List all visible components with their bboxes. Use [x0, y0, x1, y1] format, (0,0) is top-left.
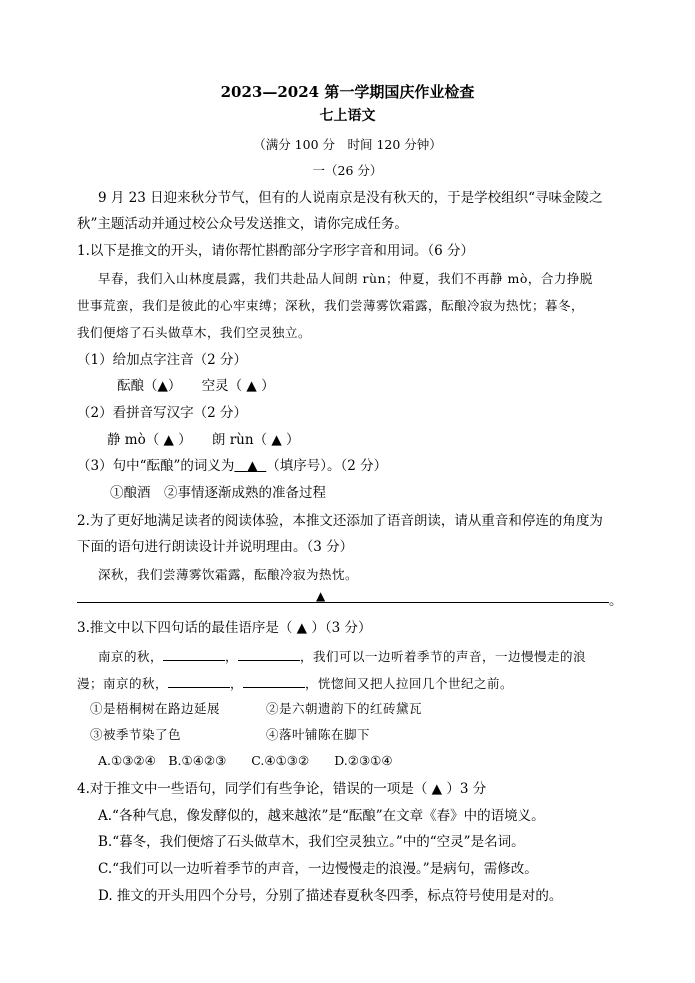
q2-answer-triangle: ▲	[316, 589, 326, 603]
answer-triangle: ▲	[247, 458, 258, 474]
q3-blank-4[interactable]	[243, 673, 305, 688]
exam-subtitle: 七上语文	[319, 108, 376, 124]
q3-text: ，恍惚间又把人拉回几个世纪之前。	[305, 676, 514, 691]
intro-line-1: 9 月 23 日迎来秋分节气，但有的人说南京是没有秋天的，于是学校组织“寻味金陵之	[98, 190, 603, 206]
q3-choices: A.①③②④ B.①④②③ C.④①③② D.②③①④	[98, 753, 393, 768]
q1-sub1-items: 酝酿（▲） 空灵（ ▲ ）	[117, 378, 275, 394]
q2-end-mark: 。	[609, 593, 623, 609]
section-heading: 一（26 分）	[312, 163, 383, 178]
q4-stem: 4.对于推文中一些语句，同学们有些争论，错误的一项是（ ▲ ）3 分	[77, 781, 487, 797]
q1-passage-line-3: 我们便熔了石头做草木，我们空灵独立。	[77, 325, 312, 340]
q3-text: ，	[230, 676, 244, 691]
q3-blank-3[interactable]	[168, 673, 230, 688]
q3-passage-line-1	[98, 646, 586, 666]
q3-option-3: ③被季节染了色	[90, 727, 182, 742]
q4-option-b: B.“暮冬，我们便熔了石头做草木，我们空灵独立。”中的“空灵”是名词。	[98, 834, 525, 850]
q4-option-c: C.“我们可以一边听着季节的声音，一边慢慢走的浪漫。”是病句，需修改。	[98, 861, 538, 877]
q3-text: ，	[225, 649, 239, 664]
q2-answer-line[interactable]	[77, 602, 609, 603]
q2-stem-line-2: 下面的语句进行朗读设计并说明理由。（3 分）	[77, 539, 354, 555]
q4-option-d: D. 推文的开头用四个分号，分别了描述春夏秋冬四季，标点符号使用是对的。	[98, 888, 563, 904]
q4-option-a: A.“各种气息，像发酵似的，越来越浓”是“酝酿”在文章《春》中的语境义。	[98, 808, 545, 824]
q3-text: ，我们可以一边听着季节的声音，一边慢慢走的浪	[300, 649, 587, 664]
q3-stem: 3.推文中以下四句话的最佳语序是（ ▲ ）（3 分）	[77, 620, 372, 636]
q3-option-4: ④落叶铺陈在脚下	[266, 727, 371, 742]
q3-text: 漫；南京的秋，	[77, 676, 169, 691]
q3-option-2: ②是六朝遗韵下的红砖黛瓦	[266, 701, 423, 716]
q1-sub3	[77, 457, 387, 475]
q1-sub1: （1）给加点字注音（2 分）	[77, 352, 247, 368]
q1-stem: 1.以下是推文的开头，请你帮忙斟酌部分字形字音和用词。（6 分）	[77, 243, 475, 259]
exam-title: 2023—2024 第一学期国庆作业检查	[220, 83, 475, 101]
q3-option-1: ①是梧桐树在路边延展	[90, 701, 221, 716]
q1-passage-line-1: 早春，我们入山林度晨露，我们共赴品人间朗 rùn；仲夏，我们不再静 mò，合力挣脱	[98, 271, 593, 286]
q3-passage-line-2	[77, 673, 513, 693]
q1-sub3-options: ①酿酒 ②事情逐渐成熟的准备过程	[110, 485, 326, 501]
intro-line-2: 秋”主题活动并通过校公众号发送推文，请你完成任务。	[77, 216, 408, 232]
q1-passage-line-2: 世事荒蛮，我们是彼此的心牢束缚；深秋，我们尝薄雾饮霜露，酝酿冷寂为热忱；暮冬，	[77, 298, 585, 313]
q3-blank-2[interactable]	[238, 646, 300, 661]
q1-sub2: （2）看拼音写汉字（2 分）	[77, 405, 247, 421]
q1-sub3-suffix: （填序号）。（2 分）	[266, 458, 388, 474]
q3-text: 南京的秋，	[98, 649, 164, 664]
q2-passage: 深秋，我们尝薄雾饮霜露，酝酿冷寂为热忱。	[98, 567, 359, 582]
q1-sub3-prefix: （3）句中“酝酿”的词义为	[77, 458, 235, 474]
exam-meta: （满分 100 分 时间 120 分钟）	[253, 137, 442, 152]
q2-stem-line-1: 2.为了更好地满足读者的阅读体验，本推文还添加了语音朗读，请从重音和停连的角度为	[77, 513, 603, 529]
q1-sub2-items: 静 mò（ ▲ ） 朗 rùn（ ▲ ）	[107, 432, 300, 448]
q3-blank-1[interactable]	[163, 646, 225, 661]
q1-sub3-answer-blank	[234, 458, 266, 474]
